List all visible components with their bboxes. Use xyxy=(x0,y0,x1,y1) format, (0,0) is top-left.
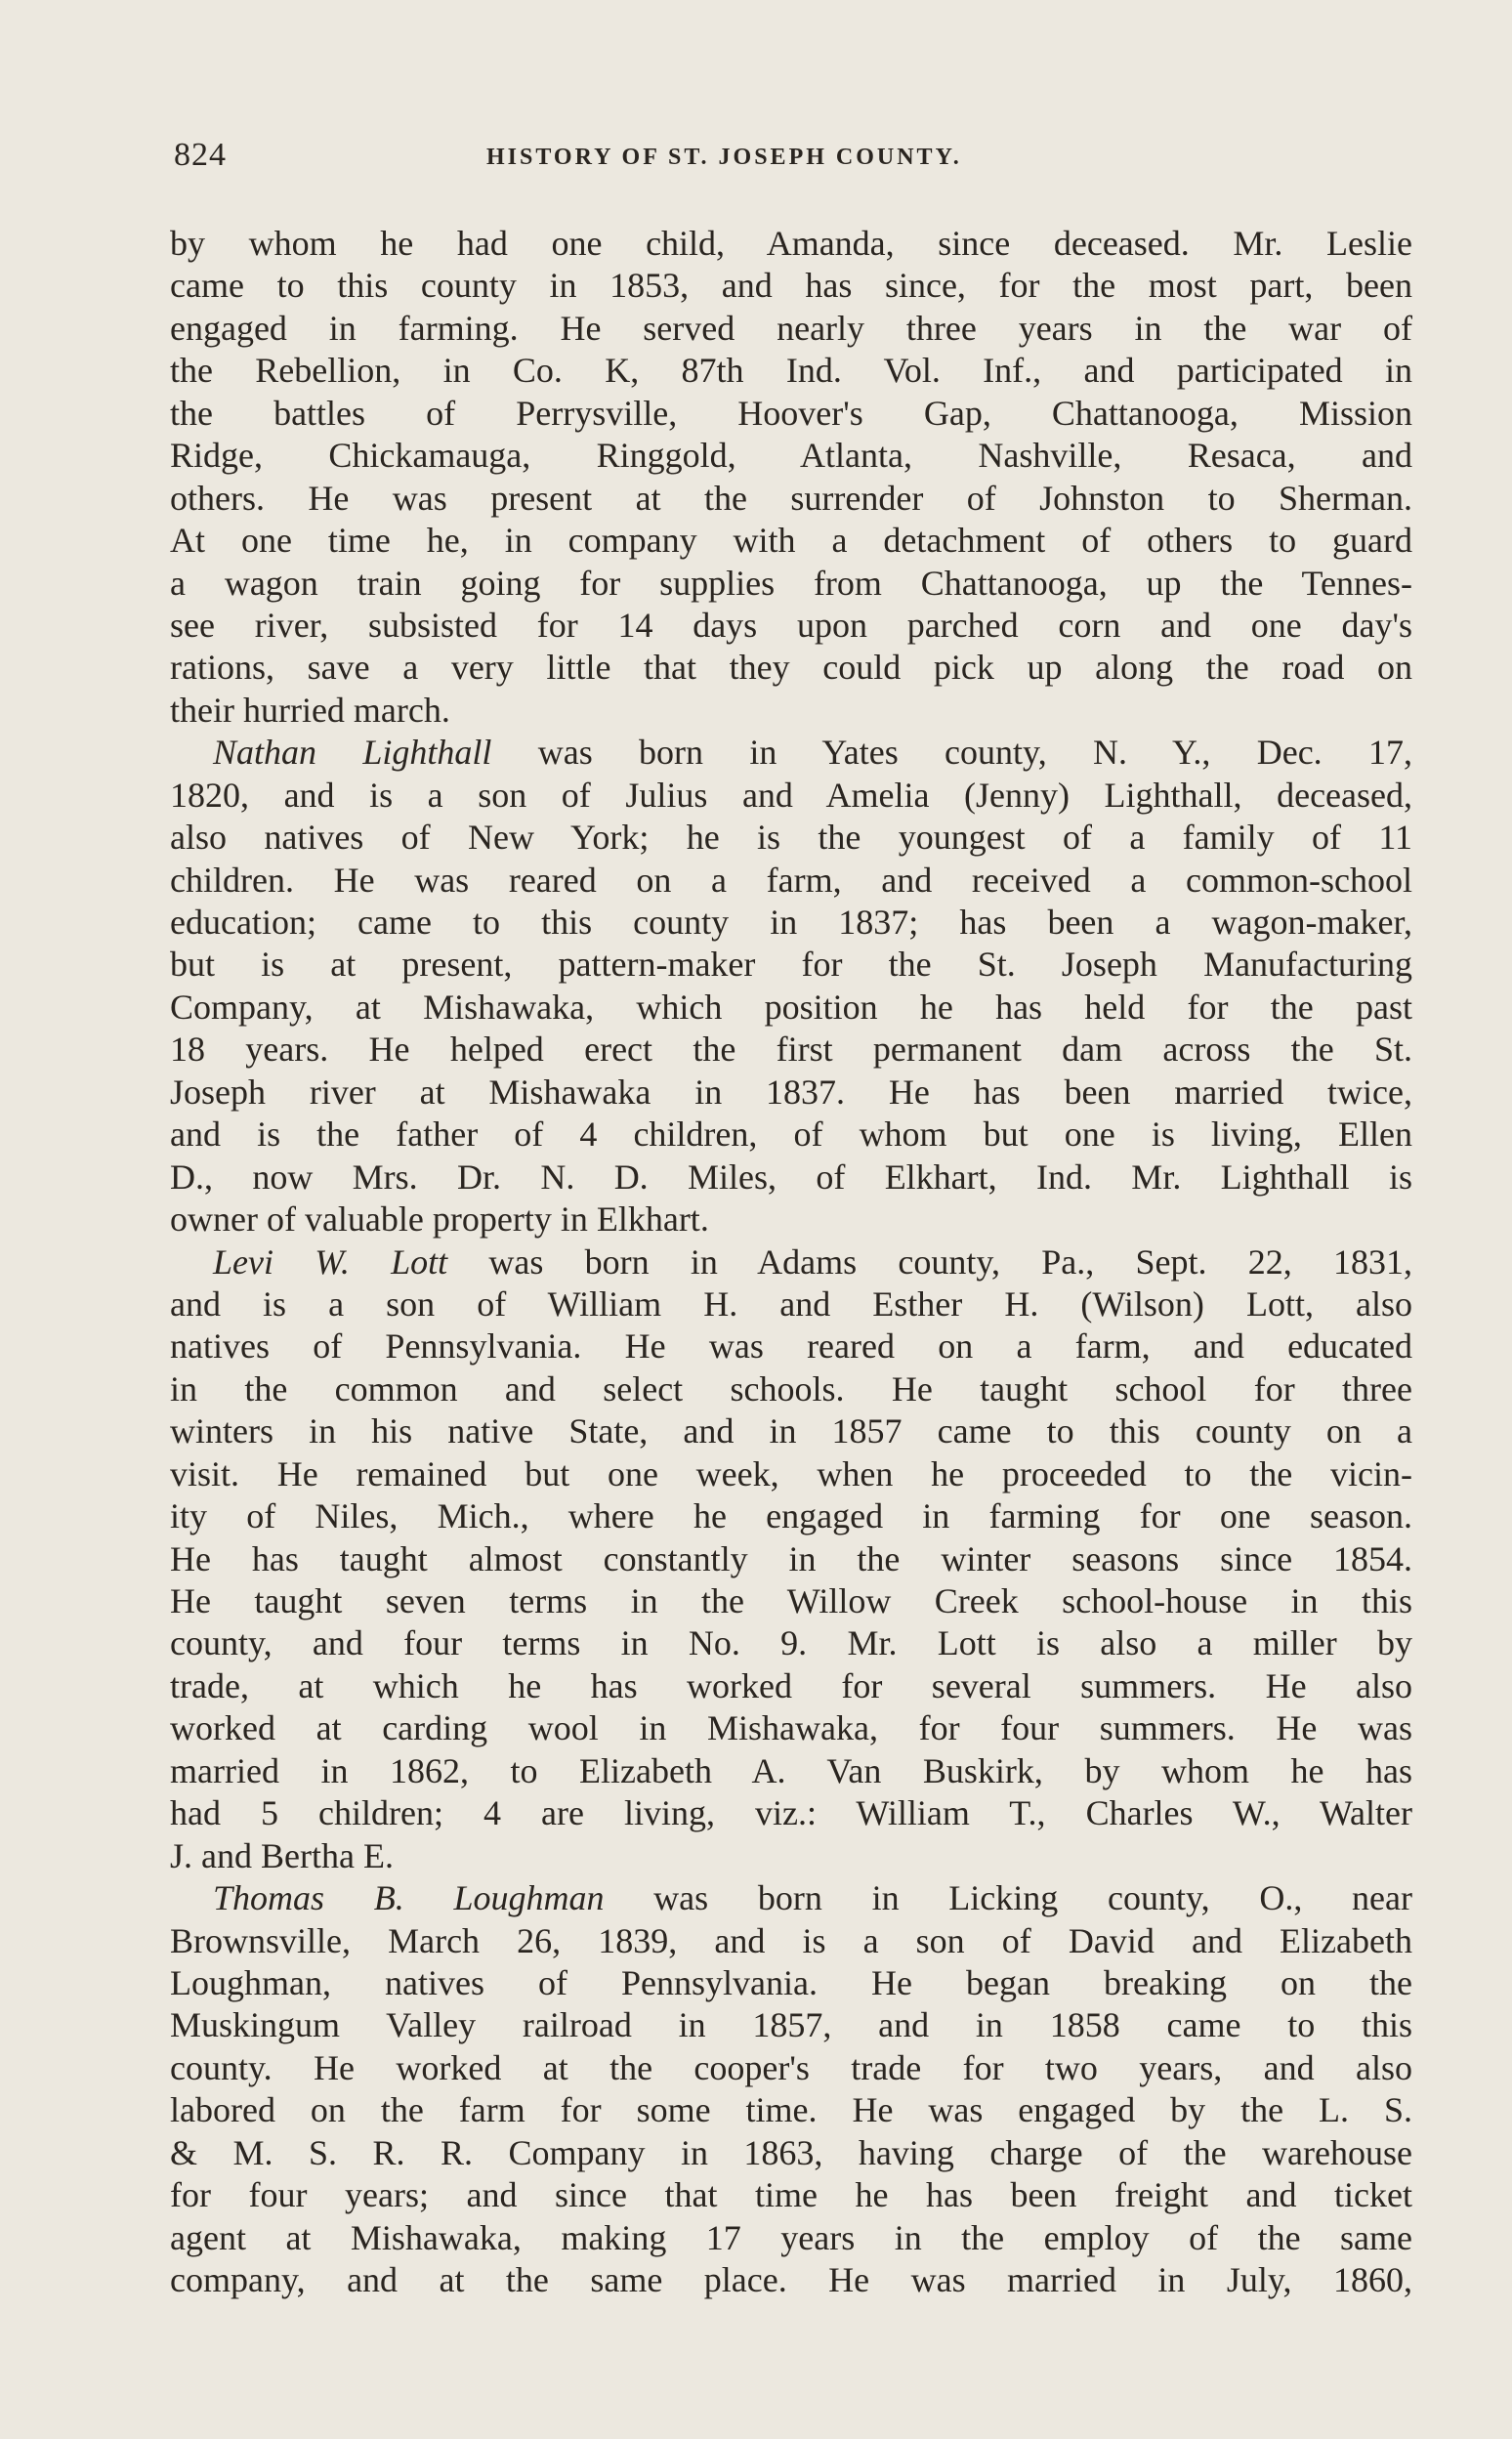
text-line: winters in his native State, and in 1857 came to this county on a xyxy=(170,1411,1412,1451)
text-line: others. He was present at the surrender of Johnston to Sherman. xyxy=(170,478,1412,518)
text-line: company, and at the same place. He was married in July, 1860, xyxy=(170,2260,1412,2299)
text-line: natives of Pennsylvania. He was reared on a farm, and educated xyxy=(170,1326,1412,1367)
text-line: children. He was reared on a farm, and received a common-school xyxy=(170,860,1412,900)
person-name: Nathan Lighthall xyxy=(213,733,492,773)
text-line: He has taught almost constantly in the winter seasons since 1854. xyxy=(170,1538,1412,1578)
text-line: Brownsville, March 26, 1839, and is a son of David and Elizabeth xyxy=(170,1920,1412,1960)
text-line: by whom he had one child, Amanda, since deceased. Mr. Leslie xyxy=(170,224,1412,263)
text-line: but is at present, pattern-maker for the St. Joseph Manufacturing xyxy=(170,945,1412,985)
text-line: ity of Niles, Mich., where he engaged in farming for one season. xyxy=(170,1496,1412,1536)
text-line: He taught seven terms in the Willow Creek school-house in this xyxy=(170,1581,1412,1620)
text-line: owner of valuable property in Elkhart. xyxy=(170,1199,709,1240)
text-line: a wagon train going for supplies from Chattanooga, up the Tennes- xyxy=(170,563,1412,603)
text-line: visit. He remained but one week, when he proceeded to the vicin- xyxy=(170,1453,1412,1493)
text-line xyxy=(170,732,1412,774)
text-line: agent at Mishawaka, making 17 years in the employ of the same xyxy=(170,2217,1412,2257)
text-line: engaged in farming. He served nearly three years in the war of xyxy=(170,308,1412,348)
text-line: Company, at Mishawaka, which position he has held for the past xyxy=(170,987,1412,1027)
running-title: HISTORY OF ST. JOSEPH COUNTY. xyxy=(486,145,962,170)
text-line: for four years; and since that time he has been freight and ticket xyxy=(170,2175,1412,2215)
text-line: Muskingum Valley railroad in 1857, and in 1858 came to this xyxy=(170,2005,1412,2045)
text-line: the battles of Perrysville, Hoover's Gap, Chattanooga, Mission xyxy=(170,393,1412,433)
text-line: J. and Bertha E. xyxy=(170,1835,394,1875)
text-line: D., now Mrs. Dr. N. D. Miles, of Elkhart, Ind. Mr. Lighthall is xyxy=(170,1156,1412,1197)
text-line: in the common and select schools. He taught school for three xyxy=(170,1368,1412,1409)
paragraph-leslie-continuation xyxy=(170,223,1412,732)
text-line: education; came to this county in 1837; has been a wagon-maker, xyxy=(170,903,1412,942)
text-line: Loughman, natives of Pennsylvania. He began breaking on the xyxy=(170,1962,1412,2002)
text-line: had 5 children; 4 are living, viz.: William T., Charles W., Walter xyxy=(170,1793,1412,1833)
text-line: At one time he, in company with a detachment of others to guard xyxy=(170,521,1412,561)
page-number: 824 xyxy=(174,137,227,173)
text-line-rest: was born in Adams county, Pa., Sept. 22, 1831, xyxy=(447,1241,1412,1282)
running-head xyxy=(174,137,1412,186)
paragraph-thomas-loughman xyxy=(170,1877,1412,2301)
person-name: Thomas B. Loughman xyxy=(213,1878,605,1918)
text-line: Joseph river at Mishawaka in 1837. He has been married twice, xyxy=(170,1072,1412,1112)
text-line: and is a son of William H. and Esther H. (Wilson) Lott, also xyxy=(170,1283,1412,1324)
text-line: worked at carding wool in Mishawaka, for four summers. He was xyxy=(170,1708,1412,1748)
paragraph-levi-lott xyxy=(170,1241,1412,1878)
text-line xyxy=(170,1877,1412,1919)
text-line: their hurried march. xyxy=(170,690,450,730)
text-line: 1820, and is a son of Julius and Amelia (Jenny) Lighthall, deceased, xyxy=(170,775,1412,815)
text-line: county. He worked at the cooper's trade for two years, and also xyxy=(170,2047,1412,2087)
person-name: Levi W. Lott xyxy=(213,1241,448,1282)
text-line: see river, subsisted for 14 days upon parched corn and one day's xyxy=(170,605,1412,645)
text-line: the Rebellion, in Co. K, 87th Ind. Vol. Inf., and participated in xyxy=(170,351,1412,391)
text-line: and is the father of 4 children, of whom but one is living, Ellen xyxy=(170,1114,1412,1155)
text-line: also natives of New York; he is the youngest of a family of 11 xyxy=(170,818,1412,858)
text-line-rest: was born in Licking county, O., near xyxy=(604,1878,1412,1918)
text-line: county, and four terms in No. 9. Mr. Lott is also a miller by xyxy=(170,1623,1412,1663)
text-line-rest: was born in Yates county, N. Y., Dec. 17, xyxy=(491,733,1413,773)
text-line xyxy=(170,1241,1412,1283)
text-line: rations, save a very little that they could pick up along the road on xyxy=(170,648,1412,688)
text-line: trade, at which he has worked for several summers. He also xyxy=(170,1665,1412,1705)
text-line: married in 1862, to Elizabeth A. Van Buskirk, by whom he has xyxy=(170,1750,1412,1790)
text-line: Ridge, Chickamauga, Ringgold, Atlanta, Nashville, Resaca, and xyxy=(170,436,1412,476)
text-line: 18 years. He helped erect the first permanent dam across the St. xyxy=(170,1030,1412,1070)
paragraph-nathan-lighthall xyxy=(170,732,1412,1241)
text-line: labored on the farm for some time. He was engaged by the L. S. xyxy=(170,2090,1412,2130)
text-line: came to this county in 1853, and has since, for the most part, been xyxy=(170,266,1412,306)
text-line: & M. S. R. R. Company in 1863, having charge of the warehouse xyxy=(170,2132,1412,2172)
body-text xyxy=(170,223,1412,2301)
